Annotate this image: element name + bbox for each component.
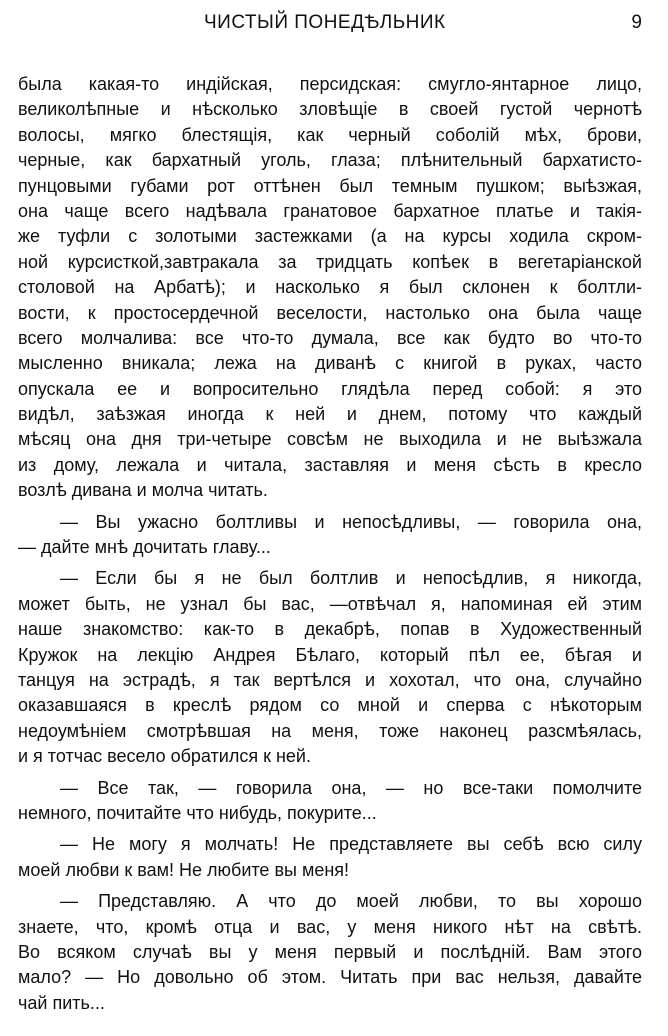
text-line: Во всяком случаѣ вы у меня первый и послѣдній. Вам этого [18,941,642,962]
text-line: может быть, не узнал бы вас, —отвѣчал я, напоминая ей этим [18,593,642,614]
text-line: — Все так, — говорила она, — но все-таки помолчите [60,777,642,798]
text-line: моей любви к вам! Не любите вы меня! [18,859,350,880]
paragraph [18,566,642,769]
paragraph [18,72,642,504]
text-line: она чаще всего надѣвала гранатовое бархатное платье и такія- [18,200,642,221]
text-line: мѣсяц она дня три-четыре совсѣм не выходила и не выѣзжала [18,429,642,450]
text-line: ной курсисткой,завтракала за тридцать копѣек в вегетаріанской [18,251,642,272]
text-line: — дайте мнѣ дочитать главу... [18,537,271,558]
text-line: наше знакомство: как-то в декабрѣ, попав в Художественный [18,619,642,640]
text-line: — Вы ужасно болтливы и непосѣдливы, — говорила она, [60,511,642,532]
text-line: — Не могу я молчать! Не представляете вы себѣ всю силу [60,834,642,855]
page-number: 9 [631,12,642,33]
text-line: знаете, что, кромѣ отца и вас, у меня никого нѣт на свѣтѣ. [18,916,642,937]
text-line: оказавшаяся в креслѣ рядом со мной и сперва с нѣкоторым [18,695,642,716]
text-line: волосы, мягко блестящія, как черный соболій мѣх, брови, [18,124,642,145]
text-line: возлѣ дивана и молча читать. [18,480,268,501]
text-line: Кружок на лекцію Андрея Бѣлаго, который пѣл ее, бѣгая и [18,644,642,665]
paragraph [18,832,642,883]
paragraph [18,776,642,827]
text-line: опускала ее и вопросительно глядѣла перед собой: я это [18,378,642,399]
text-line: видѣл, заѣзжая иногда к ней и днем, потому что каждый [18,404,642,425]
text-line: черные, как бархатный уголь, глаза; плѣнительный бархатисто- [18,150,642,171]
text-line: всего молчалива: все что-то думала, все как будто во что-то [18,327,642,348]
text-line: пунцовыми губами рот оттѣнен был темным пушком; выѣзжая, [18,175,642,196]
text-line: — Если бы я не был болтлив и непосѣдлив, я никогда, [60,568,642,589]
text-line: танцуя на эстрадѣ, я так вертѣлся и хохотал, что она, случайно [18,669,642,690]
paragraph [18,889,642,1016]
page-header [0,8,668,38]
text-line: из дому, лежала и читала, заставляя и меня сѣсть в кресло [18,454,642,475]
text-line: великолѣпные и нѣсколько зловѣщіе в своей густой чернотѣ [18,99,642,120]
text-line: недоумѣніем смотрѣвшая на меня, тоже наконец разсмѣялась, [18,720,642,741]
running-head: ЧИСТЫЙ ПОНЕДѢЛЬНИК [204,12,446,33]
text-line: немного, почитайте что нибудь, покурите... [18,802,377,823]
text-line: же туфли с золотыми застежками (а на курсы ходила скром- [18,226,642,247]
text-line: мысленно вникала; лежа на диванѣ с книгой в руках, часто [18,353,642,374]
text-line: и я тотчас весело обратился к ней. [18,746,311,767]
text-line: вости, к простосердечной веселости, настолько она была чаще [18,302,642,323]
body-text [18,72,642,1016]
paragraph [18,510,642,561]
text-line: — Представляю. А что до моей любви, то вы хорошо [60,891,642,912]
text-line: столовой на Арбатѣ); и насколько я был склонен к болтли- [18,277,642,298]
text-line: чай пить... [18,992,105,1013]
text-line: была какая-то индійская, персидская: смугло-янтарное лицо, [18,74,642,94]
text-line: мало? — Но довольно об этом. Читать при вас нельзя, давайте [18,967,642,988]
